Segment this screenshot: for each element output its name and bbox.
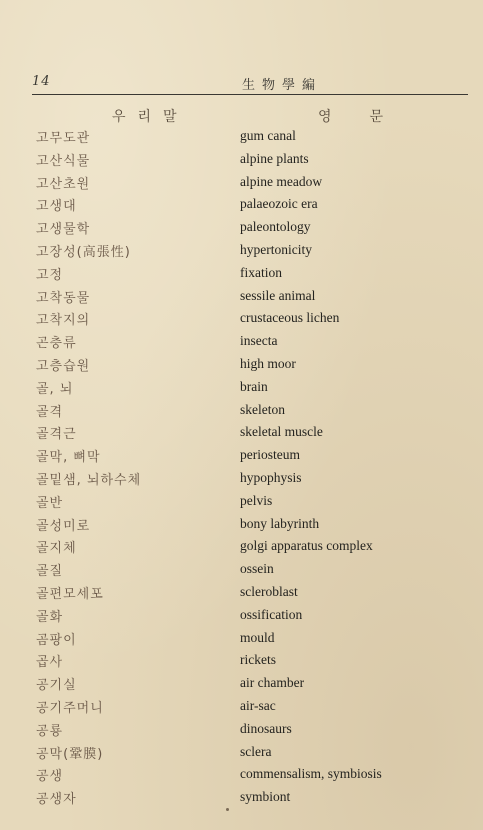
english-term: alpine meadow [240,173,323,189]
glossary-row [0,217,483,240]
korean-term: 공룡 [36,723,64,739]
glossary-row [0,240,483,263]
korean-term: 골격근 [36,427,77,443]
korean-term: 골반 [36,495,64,511]
english-term: pelvis [240,492,273,508]
glossary-row [0,605,483,628]
english-term: rickets [240,652,276,668]
korean-term: 고생물학 [36,222,91,238]
korean-term: 고생대 [36,199,77,215]
english-term: ossification [240,606,303,622]
glossary-row [0,514,483,537]
glossary-row [0,582,483,605]
page-number: 14 [32,74,51,89]
column-header-english: 영문 [318,109,422,125]
glossary-row [0,787,483,810]
english-term: gum canal [240,128,296,143]
korean-term: 골성미로 [36,518,91,534]
english-term: sessile animal [240,287,316,303]
glossary-row [0,286,483,309]
glossary-row [0,764,483,787]
glossary-row [0,377,483,400]
korean-term: 골편모세포 [36,586,104,602]
glossary-row [0,536,483,559]
korean-term: 곤충류 [36,336,77,352]
english-term: periosteum [240,447,300,463]
english-term: dinosaurs [240,720,292,736]
glossary-row [0,445,483,468]
page-header [32,72,468,95]
korean-term: 골막, 뼈막 [36,450,101,466]
korean-term: 골화 [36,609,64,625]
glossary-row [0,719,483,742]
korean-term: 골밑샘, 뇌하수체 [36,472,142,488]
glossary-row [0,263,483,286]
korean-term: 공생 [36,769,64,785]
english-term: skeletal muscle [240,424,323,440]
glossary-row [0,126,483,149]
english-term: symbiont [240,789,291,805]
glossary-row [0,468,483,491]
glossary-row [0,491,483,514]
english-term: air chamber [240,675,305,691]
english-term: palaeozoic era [240,196,318,212]
english-term: brain [240,378,268,394]
english-term: air-sac [240,697,276,713]
korean-term: 골질 [36,564,64,580]
english-term: paleontology [240,219,311,235]
glossary-row [0,308,483,331]
english-term: ossein [240,561,274,577]
korean-term: 고착지의 [36,313,91,329]
print-speck [226,808,229,811]
column-header-korean: 우리말 [112,109,189,125]
english-term: commensalism, symbiosis [240,766,382,782]
glossary-list [0,126,483,810]
korean-term: 공막(鞏膜) [36,746,104,762]
glossary-row [0,149,483,172]
korean-term: 고산식물 [36,153,91,169]
english-term: hypertonicity [240,241,312,257]
glossary-row [0,673,483,696]
english-term: golgi apparatus complex [240,538,373,554]
glossary-row [0,696,483,719]
korean-term: 곱사 [36,655,64,671]
glossary-row [0,628,483,651]
korean-term: 고층습원 [36,358,91,374]
korean-term: 고무도관 [36,131,91,146]
korean-term: 골격 [36,404,64,420]
english-term: fixation [240,264,282,280]
glossary-row [0,331,483,354]
korean-term: 고장성(高張性) [36,244,131,260]
english-term: mould [240,629,275,645]
korean-term: 골, 뇌 [36,381,74,397]
korean-term: 공기실 [36,678,77,694]
english-term: crustaceous lichen [240,310,340,326]
korean-term: 공기주머니 [36,700,104,716]
glossary-row [0,194,483,217]
korean-term: 곰팡이 [36,632,77,648]
korean-term: 공생자 [36,792,77,808]
english-term: hypophysis [240,469,302,485]
running-title: 生物學編 [242,78,323,93]
english-term: insecta [240,333,278,349]
english-term: alpine plants [240,150,309,166]
glossary-row [0,742,483,765]
korean-term: 골지체 [36,541,77,557]
korean-term: 고정 [36,267,64,283]
english-term: sclera [240,743,272,759]
glossary-row [0,354,483,377]
glossary-row [0,422,483,445]
english-term: scleroblast [240,583,298,599]
glossary-row [0,400,483,423]
english-term: high moor [240,355,296,371]
glossary-row [0,559,483,582]
glossary-row [0,650,483,673]
korean-term: 고산초원 [36,176,91,192]
english-term: skeleton [240,401,285,417]
korean-term: 고착동물 [36,290,91,306]
english-term: bony labyrinth [240,515,320,531]
glossary-row [0,172,483,195]
